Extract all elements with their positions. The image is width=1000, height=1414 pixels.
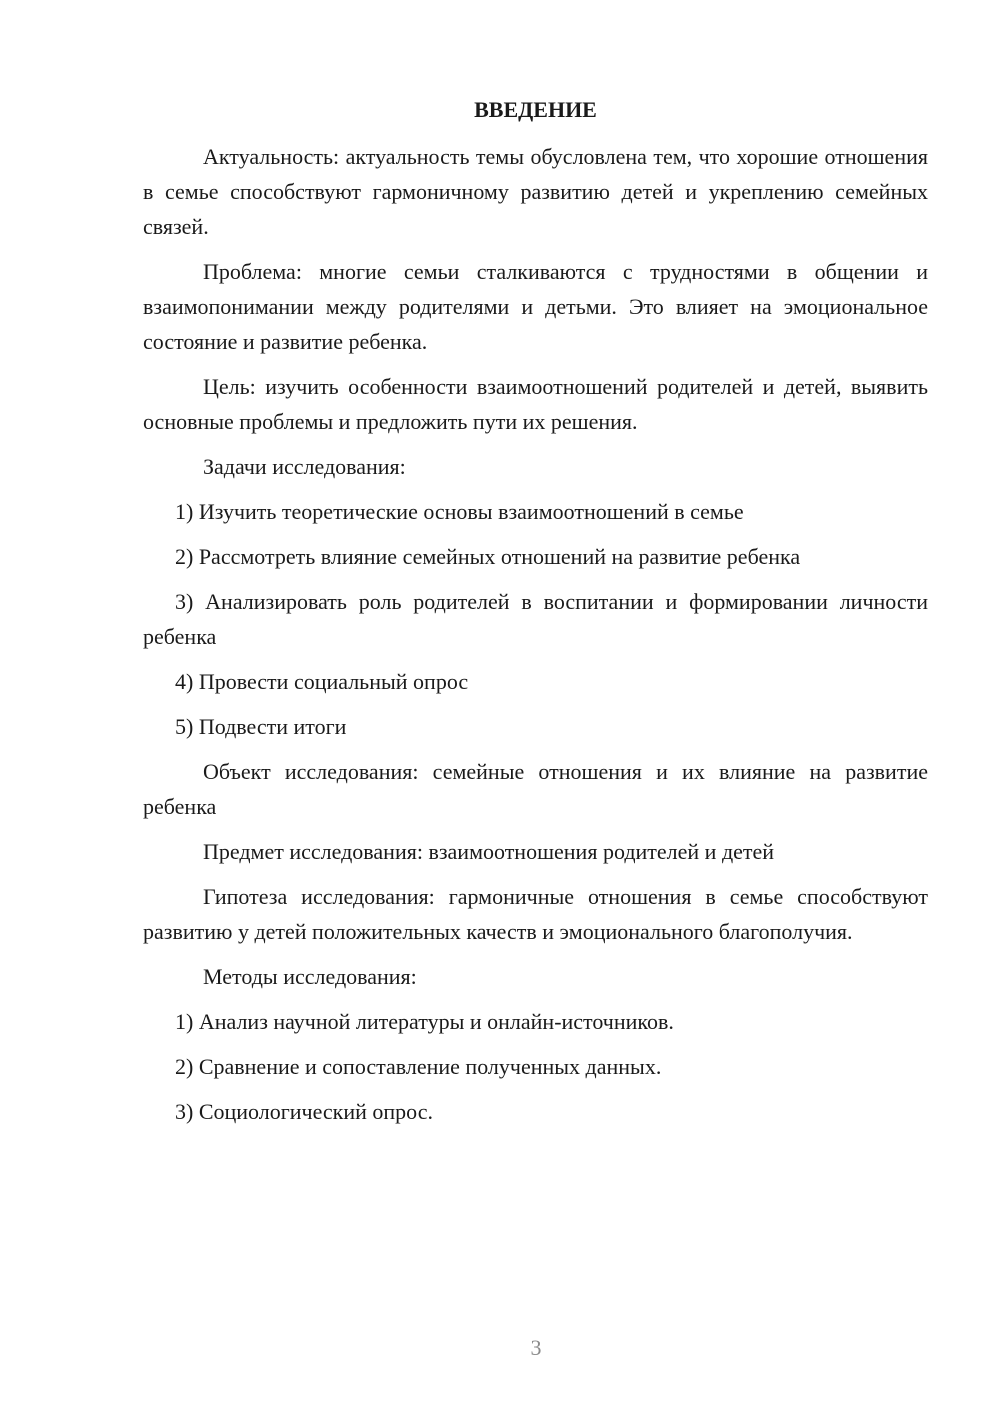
task-item-1: 1) Изучить теоретические основы взаимоотношений в семье bbox=[175, 499, 744, 524]
methods-heading: Методы исследования: bbox=[203, 964, 417, 989]
page-content bbox=[143, 92, 928, 1139]
method-item-3: 3) Социологический опрос. bbox=[175, 1099, 433, 1124]
page-number: 3 bbox=[530, 1335, 542, 1360]
method-item-1: 1) Анализ научной литературы и онлайн-источников. bbox=[175, 1009, 674, 1034]
task-item-3: 3) Анализировать роль родителей в воспитании и формировании личности ребенка bbox=[143, 589, 928, 649]
hypothesis-paragraph: Гипотеза исследования: гармоничные отношения в семье способствуют развитию у детей положительных качеств и эмоционального благополучия. bbox=[143, 884, 928, 944]
task-item-4: 4) Провести социальный опрос bbox=[175, 669, 469, 694]
problem-paragraph: Проблема: многие семьи сталкиваются с трудностями в общении и взаимопонимании между родителями и детьми. Это влияет на эмоциональное состояние и развитие ребенка. bbox=[143, 259, 928, 354]
page-title: ВВЕДЕНИЕ bbox=[474, 97, 597, 122]
goal-paragraph: Цель: изучить особенности взаимоотношений родителей и детей, выявить основные проблемы и предложить пути их решения. bbox=[143, 374, 928, 434]
method-item-2: 2) Сравнение и сопоставление полученных данных. bbox=[175, 1054, 662, 1079]
task-item-2: 2) Рассмотреть влияние семейных отношений на развитие ребенка bbox=[175, 544, 801, 569]
relevance-paragraph: Актуальность: актуальность темы обусловлена тем, что хорошие отношения в семье способствуют гармоничному развитию детей и укреплению семейных связей. bbox=[143, 144, 928, 239]
task-item-5: 5) Подвести итоги bbox=[175, 714, 347, 739]
subject-paragraph: Предмет исследования: взаимоотношения родителей и детей bbox=[203, 839, 775, 864]
object-paragraph: Объект исследования: семейные отношения и их влияние на развитие ребенка bbox=[143, 759, 928, 819]
tasks-heading: Задачи исследования: bbox=[203, 454, 406, 479]
